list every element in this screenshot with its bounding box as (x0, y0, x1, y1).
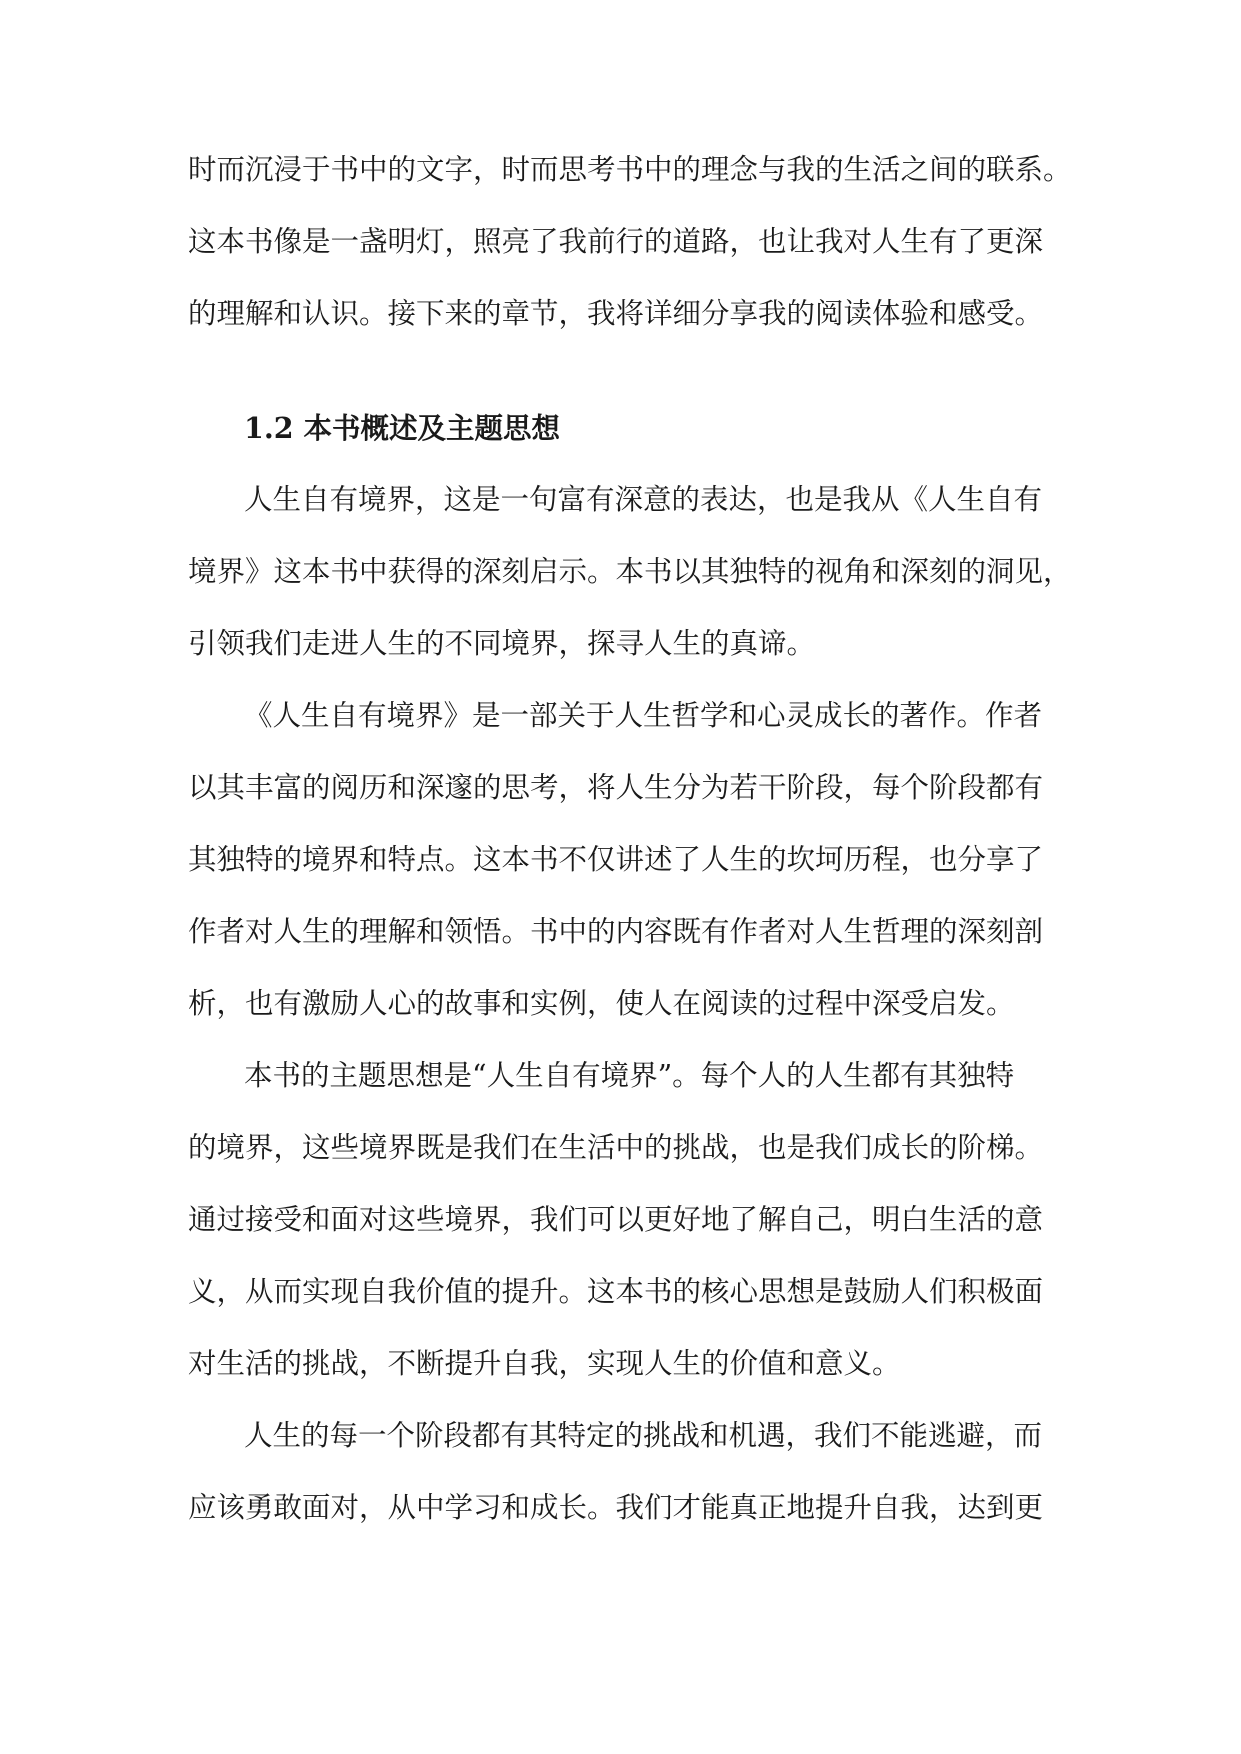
body-line: 义，从而实现自我价值的提升。这本书的核心思想是鼓励人们积极面 (188, 1275, 1044, 1308)
body-line: 的理解和认识。接下来的章节，我将详细分享我的阅读体验和感受。 (188, 297, 1044, 330)
body-line: 这本书像是一盏明灯，照亮了我前行的道路，也让我对人生有了更深 (188, 225, 1044, 258)
body-line: 其独特的境界和特点。这本书不仅讲述了人生的坎坷历程，也分享了 (188, 843, 1044, 876)
body-line: 以其丰富的阅历和深邃的思考，将人生分为若干阶段，每个阶段都有 (188, 771, 1044, 804)
body-line: 《人生自有境界》是一部关于人生哲学和心灵成长的著作。作者 (244, 699, 1043, 732)
body-line: 析，也有激励人心的故事和实例，使人在阅读的过程中深受启发。 (188, 987, 1015, 1020)
body-line: 人生的每一个阶段都有其特定的挑战和机遇，我们不能逃避，而 (244, 1419, 1043, 1452)
body-line: 引领我们走进人生的不同境界，探寻人生的真谛。 (188, 627, 816, 660)
section-heading: 1.2 本书概述及主题思想 (244, 411, 561, 445)
body-line: 人生自有境界，这是一句富有深意的表达，也是我从《人生自有 (244, 483, 1043, 516)
body-line: 境界》这本书中获得的深刻启示。本书以其独特的视角和深刻的洞见， (188, 555, 1072, 588)
body-line: 作者对人生的理解和领悟。书中的内容既有作者对人生哲理的深刻剖 (188, 915, 1044, 948)
body-line: 对生活的挑战，不断提升自我，实现人生的价值和意义。 (188, 1347, 901, 1380)
body-line: 应该勇敢面对，从中学习和成长。我们才能真正地提升自我，达到更 (188, 1491, 1044, 1524)
body-line: 本书的主题思想是“人生自有境界”。每个人的人生都有其独特 (244, 1059, 1015, 1092)
body-line: 通过接受和面对这些境界，我们可以更好地了解自己，明白生活的意 (188, 1203, 1044, 1236)
body-line: 的境界，这些境界既是我们在生活中的挑战，也是我们成长的阶梯。 (188, 1131, 1044, 1164)
body-line: 时而沉浸于书中的文字，时而思考书中的理念与我的生活之间的联系。 (188, 153, 1072, 186)
